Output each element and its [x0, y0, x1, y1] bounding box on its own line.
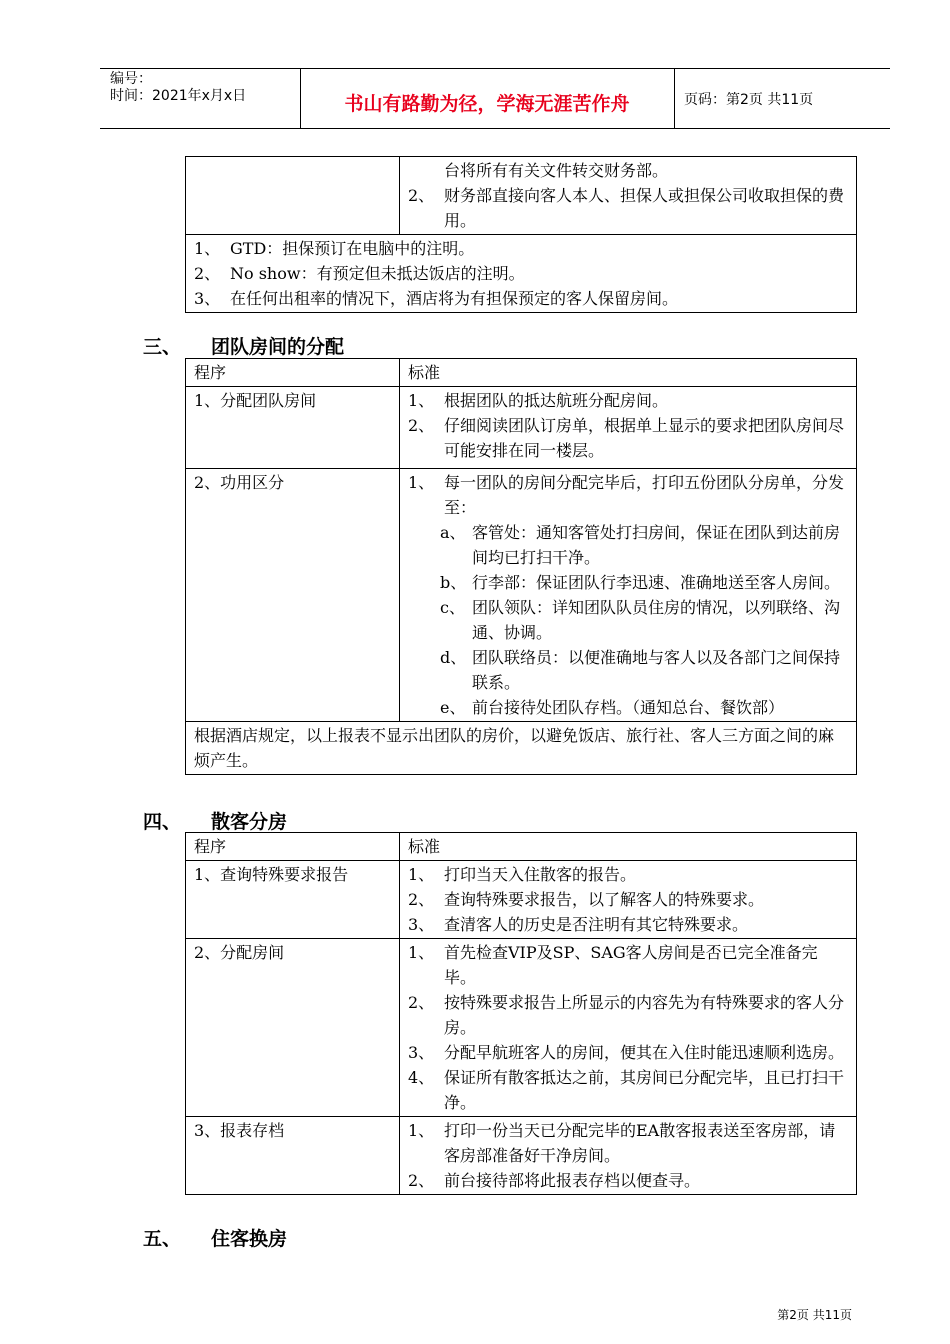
standard-cell — [400, 469, 857, 722]
list-item: 1、 打印一份当天已分配完毕的EA散客报表送至客房部，请客房部准备好干净房间。 — [408, 1121, 836, 1165]
standard-cell — [400, 387, 857, 469]
list-item: 2、 仔细阅读团队订房单，根据单上显示的要求把团队房间尽可能安排在同一楼层。 — [408, 416, 845, 460]
sub-item: c、 团队领队：详知团队队员住房的情况，以列联络、沟通、协调。 — [440, 598, 841, 642]
doc-date: 时间：2021年x月x日 — [110, 88, 247, 104]
standard-cell — [400, 861, 857, 939]
list-item: 1、 首先检查VIP及SP、SAG客人房间是否已完全准备完毕。 — [408, 943, 818, 987]
header-motto: 书山有路勤为径，学海无涯苦作舟 — [344, 93, 630, 115]
procedure-cell: 2、功用区分 — [186, 469, 400, 722]
procedure-cell: 1、分配团队房间 — [186, 387, 400, 469]
list-item: 3、 查清客人的历史是否注明有其它特殊要求。 — [408, 915, 749, 934]
list-item: 2、 查询特殊要求报告，以了解客人的特殊要求。 — [408, 890, 765, 909]
section-heading: 四、 散客分房 — [143, 811, 288, 833]
sub-item: b、 行李部：保证团队行李迅速、准确地送至客人房间。 — [440, 573, 841, 592]
note-cell: 根据酒店规定，以上报表不显示出团队的房价，以避免饭店、旅行社、客人三方面之间的麻烦产生。 — [186, 722, 857, 775]
doc-number-label: 编号： — [110, 71, 152, 87]
list-item: 4、 保证所有散客抵达之前，其房间已分配完毕，且已打扫干净。 — [408, 1068, 845, 1112]
section-heading: 五、 住客换房 — [143, 1228, 288, 1250]
list-item: 3、 分配早航班客人的房间，便其在入住时能迅速顺利选房。 — [408, 1043, 845, 1062]
note-item: 2、 No show：有预定但未抵达饭店的注明。 — [194, 264, 525, 283]
note-item: 3、 在任何出租率的情况下，酒店将为有担保预定的客人保留房间。 — [194, 289, 679, 308]
list-item: 2、 按特殊要求报告上所显示的内容先为有特殊要求的客人分房。 — [408, 993, 845, 1037]
sub-item: a、 客管处：通知客管处打扫房间，保证在团队到达前房间均已打扫干净。 — [440, 523, 841, 567]
column-header: 标准 — [400, 359, 857, 387]
standard-cell — [400, 939, 857, 1117]
standard-cell — [400, 1117, 857, 1195]
guarantee-table — [185, 156, 857, 313]
individual-room-table — [185, 832, 857, 1195]
page-footer: 第2页 共11页 — [777, 1308, 852, 1322]
column-header: 标准 — [400, 833, 857, 861]
procedure-cell: 3、报表存档 — [186, 1117, 400, 1195]
notes-cell — [186, 235, 857, 313]
list-item: 1、 打印当天入住散客的报告。 — [408, 865, 637, 884]
list-item: 台将所有有关文件转交财务部。 — [444, 161, 669, 180]
header-divider — [674, 69, 675, 128]
page-header — [100, 68, 890, 129]
column-header: 程序 — [186, 359, 400, 387]
column-header: 程序 — [186, 833, 400, 861]
procedure-cell: 1、查询特殊要求报告 — [186, 861, 400, 939]
list-item: 1、 每一团队的房间分配完毕后，打印五份团队分房单，分发至： — [408, 473, 845, 517]
note-item: 1、 GTD：担保预订在电脑中的注明。 — [194, 239, 475, 258]
sub-item: d、 团队联络员：以便准确地与客人以及各部门之间保持联系。 — [440, 648, 841, 692]
header-page-info: 页码：第2页 共11页 — [684, 92, 814, 108]
list-item: 1、 根据团队的抵达航班分配房间。 — [408, 391, 669, 410]
section-heading: 三、 团队房间的分配 — [143, 336, 345, 358]
sub-item: e、 前台接待处团队存档。（通知总台、餐饮部） — [440, 698, 785, 717]
header-meta — [110, 71, 246, 105]
table-cell — [400, 157, 857, 235]
group-room-table — [185, 358, 857, 775]
table-cell — [186, 157, 400, 235]
procedure-cell: 2、分配房间 — [186, 939, 400, 1117]
list-item: 2、 前台接待部将此报表存档以便查寻。 — [408, 1171, 701, 1190]
list-item: 2、 财务部直接向客人本人、担保人或担保公司收取担保的费用。 — [408, 186, 845, 230]
